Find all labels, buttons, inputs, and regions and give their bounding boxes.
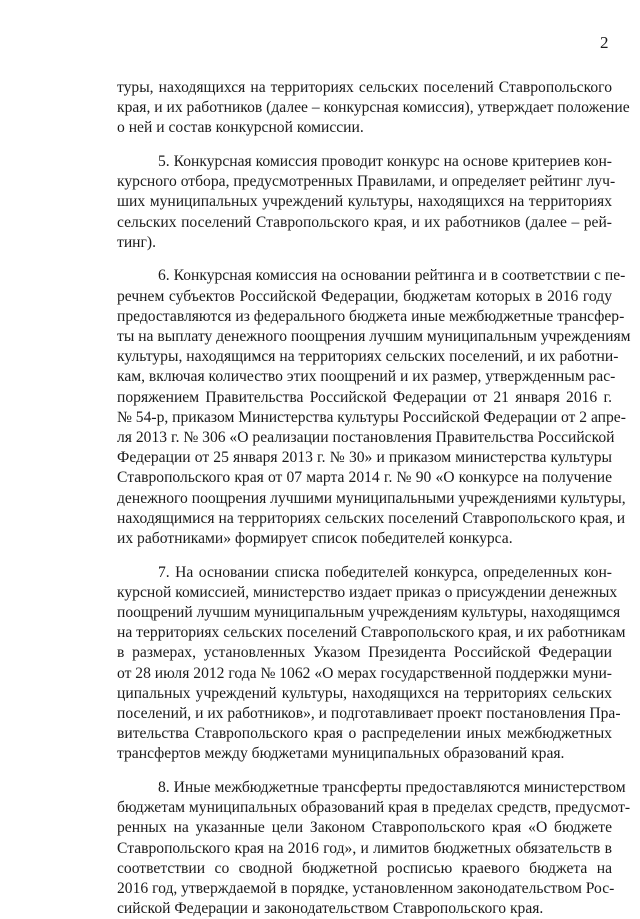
paragraph-line: 7. На основании списка победителей конкурса, определенных кон- bbox=[158, 563, 612, 581]
paragraph-line: ципальных учреждений культуры, находящихся на территориях сельских bbox=[117, 684, 612, 702]
paragraph-line: бюджетам муниципальных образований края в пределах средств, предусмот- bbox=[117, 799, 631, 817]
paragraph-line: ты на выплату денежного поощрения лучшим муниципальным учреждениям bbox=[117, 328, 631, 345]
paragraph-line: Федерации от 25 января 2013 г. № 30» и приказом министерства культуры bbox=[117, 449, 612, 467]
paragraph-line: их работниками» формирует список победителей конкурса. bbox=[117, 530, 513, 547]
paragraph-line: 8. Иные межбюджетные трансферты предоставляются министерством bbox=[158, 779, 626, 796]
paragraph-line: трансфертов между бюджетами муниципальных образований края. bbox=[117, 745, 565, 763]
page-number: 2 bbox=[600, 33, 609, 52]
paragraph-line: поощрений лучшим муниципальным учреждениям культуры, находящимся bbox=[117, 604, 621, 621]
paragraph-line: ля 2013 г. № 306 «О реализации постановления Правительства Российской bbox=[117, 429, 615, 446]
paragraph-line: речнем субъектов Российской Федерации, бюджетам которых в 2016 году bbox=[117, 287, 612, 305]
paragraph-line: края, и их работников (далее – конкурсная комиссия), утверждает положение bbox=[117, 99, 630, 117]
paragraph-line: тинг). bbox=[117, 233, 156, 251]
paragraph-line: находящимися на территориях сельских поселений Ставропольского края, и bbox=[117, 509, 626, 527]
paragraph-line: поселений, и их работников», и подготавливает проект постановления Пра- bbox=[117, 705, 621, 722]
paragraph-line: сийской Федерации и законодательством Ставропольского края. bbox=[117, 900, 544, 918]
paragraph-line: 6. Конкурсная комиссия на основании рейтинга и в соответствии с пе- bbox=[158, 267, 626, 285]
paragraph-line: соответствии со сводной бюджетной росписью краевого бюджета на bbox=[117, 859, 612, 877]
paragraph-line: туры, находящихся на территориях сельских поселений Ставропольского bbox=[117, 79, 612, 96]
paragraph-line: кам, включая количество этих поощрений и их размер, утвержденным рас- bbox=[117, 368, 616, 386]
paragraph-line: ших муниципальных учреждений культуры, находящихся на территориях bbox=[117, 193, 612, 211]
paragraph-line: от 28 июля 2012 года № 1062 «О мерах государственной поддержки муни- bbox=[117, 664, 612, 682]
paragraph-line: Ставропольского края на 2016 год», и лимитов бюджетных обязательств в bbox=[117, 839, 612, 857]
paragraph-line: 5. Конкурсная комиссия проводит конкурс на основе критериев кон- bbox=[158, 153, 612, 170]
paragraph-line: поряжением Правительства Российской Федерации от 21 января 2016 г. bbox=[117, 388, 612, 406]
paragraph-line: культуры, находящимся на территориях сельских поселений, и их работни- bbox=[117, 348, 619, 366]
paragraph-line: Ставропольского края от 07 марта 2014 г. № 90 «О конкурсе на получение bbox=[117, 469, 612, 487]
paragraph-line: ренных на указанные цели Законом Ставропольского края «О бюджете bbox=[117, 819, 612, 837]
paragraph-line: денежного поощрения лучшими муниципальными учреждениями культуры, bbox=[117, 489, 626, 507]
paragraph-line: № 54-р, приказом Министерства культуры Российской Федерации от 2 апре- bbox=[117, 408, 626, 426]
paragraph-line: 2016 год, утверждаемой в порядке, установленном законодательством Рос- bbox=[117, 880, 615, 897]
paragraph-line: вительства Ставропольского края о распределении иных межбюджетных bbox=[117, 725, 612, 743]
paragraph-line: предоставляются из федерального бюджета иные межбюджетные трансфер- bbox=[117, 307, 625, 325]
paragraph-line: курсного отбора, предусмотренных Правилами, и определяет рейтинг луч- bbox=[117, 173, 616, 191]
paragraph-line: в размерах, установленных Указом Президента Российской Федерации bbox=[117, 644, 612, 662]
paragraph-line: о ней и состав конкурсной комиссии. bbox=[117, 119, 364, 137]
paragraph-line: сельских поселений Ставропольского края, и их работников (далее – рей- bbox=[117, 213, 612, 231]
paragraph-line: курсной комиссией, министерство издает приказ о присуждении денежных bbox=[117, 583, 618, 601]
paragraph-line: на территориях сельских поселений Ставропольского края, и их работникам bbox=[117, 624, 626, 642]
